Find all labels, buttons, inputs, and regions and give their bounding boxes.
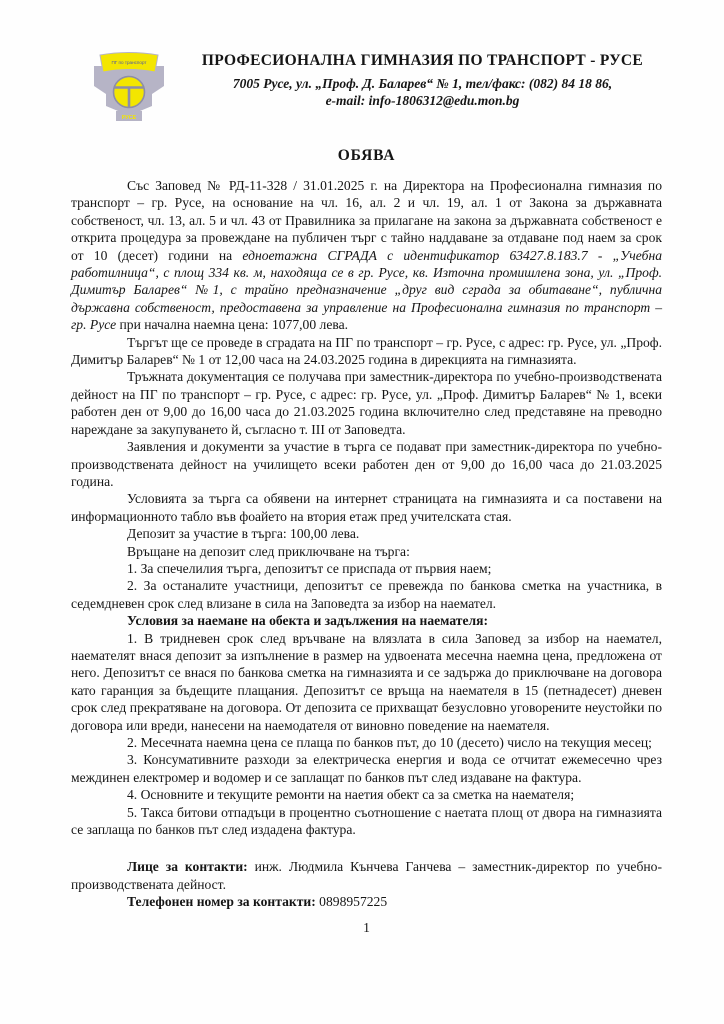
paragraph <box>71 804 662 839</box>
paragraph-segment: Връщане на депозит след приключване на търга: <box>127 543 410 559</box>
header-text-block <box>175 44 662 109</box>
paragraph <box>71 630 662 734</box>
paragraph <box>71 786 662 803</box>
paragraph <box>71 525 662 542</box>
paragraph <box>71 612 662 629</box>
paragraph-segment: 4. Основните и текущите ремонти на наетия обект са за сметка на наемателя; <box>127 787 575 803</box>
paragraph-segment: Със Заповед № РД-11-328 / 31.01.2025 г. на Директора на Професионална гимназия по транспорт – гр. Русе, на основание на чл. 16, ал. 2 и чл. 19, ал. 1 от Закона за държавната собственост, чл. 13, ал. 5 и чл. 43 от Правилника за прилагане на закона за държавната собственост е открита процедура за провеждане на публичен търг с тайно наддаване за отдаване под наем за срок от 10 (десет) години на <box>71 178 662 263</box>
paragraph-segment: Условията за търга са обявени на интернет страницата на гимназията и са поставени на информационното табло във фоайето на втория етаж пред учителската стая. <box>71 491 662 524</box>
logo-banner-text: ПГ по транспорт <box>111 60 147 65</box>
paragraph-segment: при начална наемна цена: 1077,00 лева. <box>116 317 349 333</box>
paragraph-segment: 3. Консумативните разходи за електрическа енергия и вода се отчитат ежемесечно чрез междинен електромер и водомер и се заплащат по банков път след издаване на фактура. <box>71 752 662 785</box>
paragraph <box>71 334 662 369</box>
paragraph-segment: 0898957225 <box>315 894 388 910</box>
paragraph-segment: Депозит за участие в търга: 100,00 лева. <box>127 526 360 542</box>
school-logo <box>83 48 175 131</box>
document-body <box>71 177 662 911</box>
paragraph-segment: 2. За останалите участници, депозитът се превежда по банкова сметка на участника, в седемдневен срок след влизане в сила на Заповедта за избор на наемател. <box>71 578 662 611</box>
paragraph-segment: Тръжната документация се получава при заместник-директора по учебно-производствената дейност на ПГ по транспорт – гр. Русе, с адрес: гр. Русе, ул. „Проф. Димитър Баларев“ № 1, всеки работен ден от 9,00 до 16,00 часа до 21.03.2025 година включително след представяне на преводно нареждане за закупуването й, съгласно т. III от Заповедта. <box>71 369 662 437</box>
paragraph-segment: 2. Месечната наемна цена се плаща по банков път, до 10 (десето) число на текущия месец; <box>127 735 652 750</box>
page-number: 1 <box>363 919 370 935</box>
paragraph-segment: Условия за наемане на обекта и задължения на наемателя: <box>127 613 489 629</box>
school-address: 7005 Русе, ул. „Проф. Д. Баларев“ № 1, тел/факс: (082) 84 18 86, <box>232 76 613 91</box>
paragraph-segment: едноетажна СГРАДА с идентификатор 63427.8.183.7 - „Учебна работилница“, с площ 334 кв. м, находяща се в гр. Русе, кв. Източна промишлена зона, ул. „Проф. Димитър Баларев“ №1, с трайно предназначение „друг вид сграда за обитаване“, публична държавна собственост, предоставена за управление на Професионална гимназия по транспорт – гр. Русе <box>71 247 662 333</box>
paragraph <box>71 490 662 525</box>
paragraph-segment: Телефонен номер за контакти: <box>127 894 316 910</box>
logo-bottom-text: РУСЕ <box>121 115 137 121</box>
school-email: e-mail: info-1806312@edu.mon.bg <box>325 93 520 108</box>
document-title: ОБЯВА <box>337 147 396 164</box>
document-header <box>71 44 662 131</box>
paragraph-segment: инж. Людмила Кънчева Ганчева – заместник-директор по учебно-производствената дейност. <box>71 859 662 892</box>
paragraph <box>71 577 662 612</box>
paragraph <box>71 858 662 893</box>
paragraph <box>71 893 662 910</box>
paragraph-segment: 1. За спечелилия търга, депозитът се приспада от първия наем; <box>127 560 492 576</box>
paragraph <box>71 368 662 438</box>
paragraph <box>71 751 662 786</box>
paragraph <box>71 177 662 334</box>
school-logo-image <box>83 48 175 126</box>
paragraph <box>71 734 662 751</box>
paragraph-segment: Заявления и документи за участие в търга се подават при заместник-директора по учебно-производствената дейност на училището всеки работен ден от 9,00 до 16,00 часа до 21.03.2025 година. <box>71 439 662 489</box>
paragraph <box>71 543 662 560</box>
paragraph <box>71 438 662 490</box>
paragraph-segment: Търгът ще се проведе в сградата на ПГ по транспорт – гр. Русе, с адрес: гр. Русе, ул. „Проф. Димитър Баларев“ № 1 от 12,00 часа на 24.03.2025 година в дирекцията на гимназията. <box>71 334 662 368</box>
paragraph-segment: Лице за контакти: <box>127 859 248 875</box>
paragraph <box>71 560 662 577</box>
paragraph-segment: 5. Такса битови отпадъци в процентно съотношение с наетата площ от двора на гимназията се заплаща по банков път след издадена фактура. <box>71 804 662 838</box>
school-name: ПРОФЕСИОНАЛНА ГИМНАЗИЯ ПО ТРАНСПОРТ - РУСЕ <box>201 52 644 69</box>
paragraph-segment: 1. В тридневен срок след връчване на влязлата в сила Заповед за избор на наемател, наемателят внася депозит за изпълнение в размер на удвоената месечна наемна цена, предложена от него. Депозитът се внася по банкова сметка на гимназията и се задържа до приключване на договора като гаранция за бъдещите плащания. Депозитът се връща на наемателя в 15 (петнадесет) дневен срок след прекратяване на договора. От депозита се прихващат безусловно уговорените неустойки по договора или вреди, нанесени на наемодателя от виновно поведение на наемателя. <box>71 630 662 733</box>
